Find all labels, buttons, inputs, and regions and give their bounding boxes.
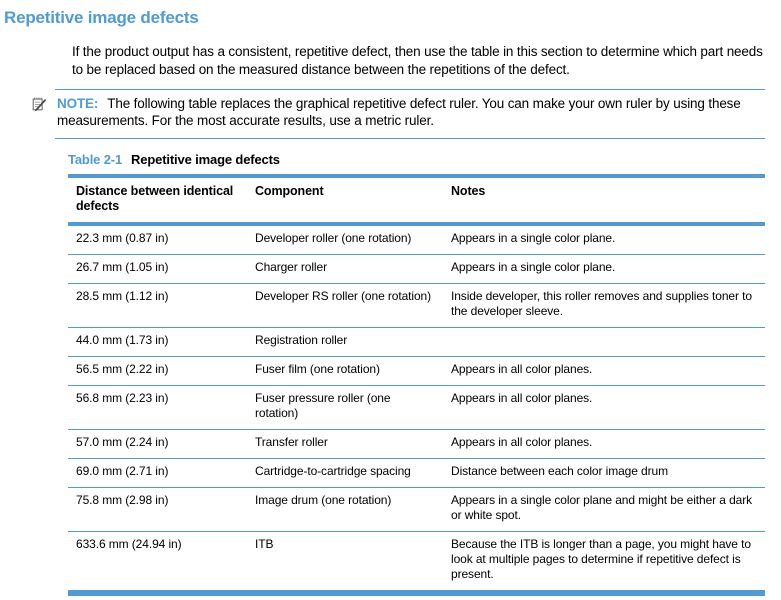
table-row: [68, 357, 765, 386]
intro-paragraph: If the product output has a consistent, repetitive defect, then use the table in this section to determine which part needs to be replaced based on the measured distance between the repetitions of the defect.: [72, 44, 763, 77]
distance-cell: 57.0 mm (2.24 in): [68, 430, 247, 459]
distance-cell: 26.7 mm (1.05 in): [68, 255, 247, 284]
component-cell: Charger roller: [247, 255, 443, 284]
table-row: [68, 284, 765, 328]
table-row: [68, 328, 765, 357]
component-cell: Image drum (one rotation): [247, 488, 443, 532]
table-caption-label: Table 2-1: [68, 152, 123, 167]
component-cell: Developer roller (one rotation): [255, 231, 412, 245]
notes-cell: Appears in all color planes.: [443, 430, 765, 459]
table-caption: [68, 152, 765, 167]
component-cell: Fuser film (one rotation): [247, 357, 443, 386]
distance-cell: 75.8 mm (2.98 in): [68, 488, 247, 532]
component-cell: Registration roller: [247, 328, 443, 357]
table-header-row: [68, 176, 765, 224]
column-header-component: Component: [247, 176, 443, 224]
column-header-distance: Distance between identical defects: [68, 176, 247, 224]
distance-cell: 56.5 mm (2.22 in): [68, 357, 247, 386]
note-label: NOTE:: [57, 96, 99, 111]
component-cell: Fuser pressure roller (one rotation): [247, 386, 443, 430]
table-row: [68, 532, 765, 594]
repetitive-defects-table: [68, 174, 765, 596]
notes-cell: Appears in a single color plane.: [451, 231, 616, 245]
notes-cell: Appears in all color planes.: [443, 357, 765, 386]
notes-cell: Inside developer, this roller removes and supplies toner to the developer sleeve.: [443, 284, 765, 328]
component-cell: Cartridge-to-cartridge spacing: [247, 459, 443, 488]
note-text: The following table replaces the graphical repetitive defect ruler. You can make your own ruler by using these measurements. For the most accurate results, use a metric ruler.: [57, 96, 741, 128]
page-title: Repetitive image defects: [4, 8, 199, 27]
distance-cell: 44.0 mm (1.73 in): [68, 328, 247, 357]
distance-cell: 633.6 mm (24.94 in): [68, 532, 247, 594]
distance-cell: 56.8 mm (2.23 in): [68, 386, 247, 430]
notepad-pencil-icon: [31, 96, 47, 112]
notes-cell: Appears in a single color plane.: [443, 255, 765, 284]
component-cell: Developer RS roller (one rotation): [247, 284, 443, 328]
distance-cell: 28.5 mm (1.12 in): [68, 284, 247, 328]
notes-cell: Because the ITB is longer than a page, you might have to look at multiple pages to determine if repetitive defect is present.: [443, 532, 765, 594]
distance-cell: 22.3 mm (0.87 in): [76, 231, 169, 245]
table-row: [68, 430, 765, 459]
notes-cell: Appears in all color planes.: [443, 386, 765, 430]
note-box: [55, 89, 765, 139]
notes-cell: Distance between each color image drum: [443, 459, 765, 488]
table-row: [68, 255, 765, 284]
distance-cell: 69.0 mm (2.71 in): [68, 459, 247, 488]
notes-cell: Appears in a single color plane and might be either a dark or white spot.: [443, 488, 765, 532]
table-row: [68, 459, 765, 488]
component-cell: Transfer roller: [247, 430, 443, 459]
table-row: [68, 224, 765, 255]
notes-cell: [443, 328, 765, 357]
table-row: [68, 488, 765, 532]
column-header-notes: Notes: [443, 176, 765, 224]
table-row: [68, 386, 765, 430]
table-caption-title: Repetitive image defects: [131, 152, 280, 167]
component-cell: ITB: [247, 532, 443, 594]
